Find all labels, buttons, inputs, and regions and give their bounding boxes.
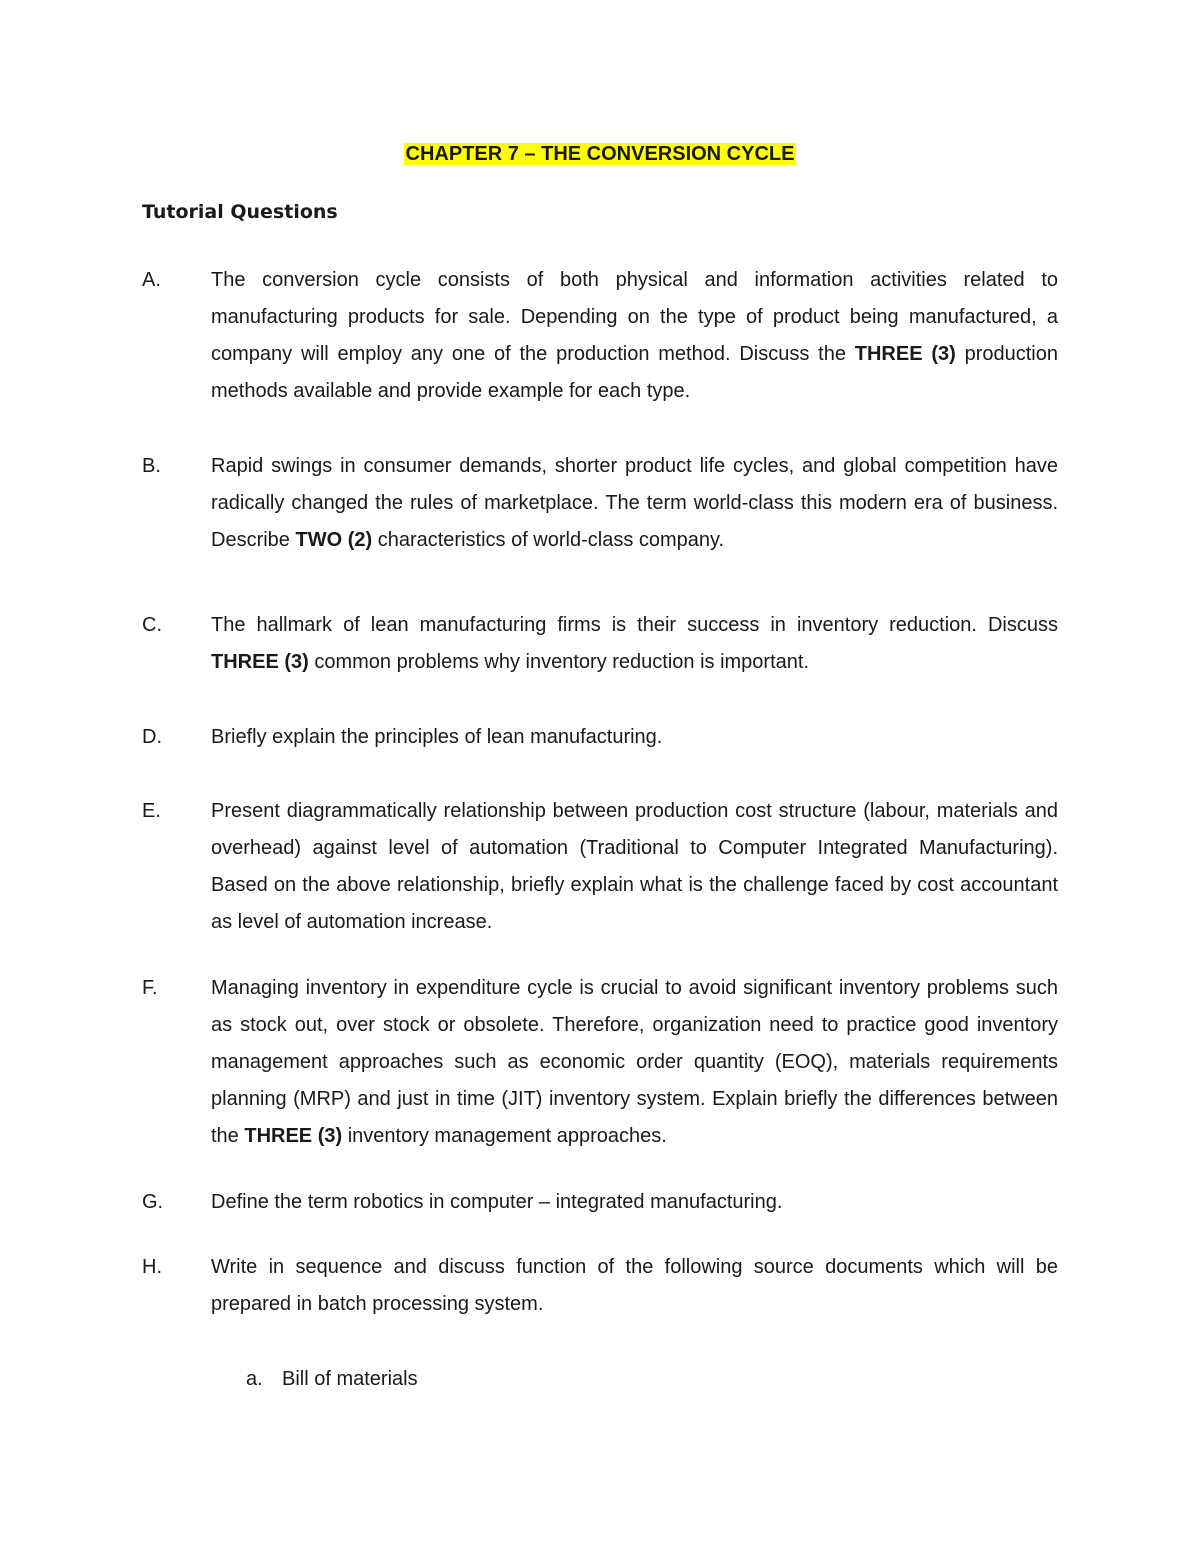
question-text-post: characteristics of world-class company. xyxy=(372,529,725,551)
question-f xyxy=(142,970,1058,1155)
question-text-pre: The hallmark of lean manufacturing firms is their success in inventory reduction. Discuss xyxy=(211,614,1058,636)
page-title xyxy=(0,140,1200,168)
question-d xyxy=(142,719,1058,756)
question-label: A. xyxy=(142,269,161,291)
question-text xyxy=(211,448,1058,559)
question-text-bold: THREE (3) xyxy=(211,651,309,673)
question-text-pre: Rapid swings in consumer demands, shorter product life cycles, and global competition have radically changed the rules of marketplace. The term world-class this modern era of business. Describe xyxy=(211,455,1058,551)
question-text xyxy=(211,607,1058,681)
page-title-highlight: CHAPTER 7 – THE CONVERSION CYCLE xyxy=(405,143,795,165)
question-label: G. xyxy=(142,1191,164,1213)
question-text xyxy=(211,262,1058,410)
question-text-post: production methods available and provide example for each type. xyxy=(211,343,1058,402)
question-text-pre: Present diagrammatically relationship between production cost structure (labour, materials and overhead) against level of automation (Traditional to Computer Integrated Manufacturing). Based on the above relationship, briefly explain what is the challenge faced by cost accountant as level of automation increase. xyxy=(211,800,1058,933)
question-h xyxy=(142,1249,1058,1323)
question-label: F. xyxy=(142,977,158,999)
question-text xyxy=(211,793,1058,941)
question-g xyxy=(142,1184,1058,1221)
question-text xyxy=(211,719,1058,756)
question-label: B. xyxy=(142,455,161,477)
question-text-pre: The conversion cycle consists of both physical and information activities related to manufacturing products for sale. Depending on the type of product being manufactured, a company will employ any one of the production method. Discuss the xyxy=(211,269,1058,365)
subitem-text: Bill of materials xyxy=(282,1368,418,1390)
question-label: D. xyxy=(142,726,162,748)
question-text-bold: TWO (2) xyxy=(295,529,373,551)
subitem-label: a. xyxy=(246,1368,263,1390)
question-c xyxy=(142,607,1058,681)
question-e xyxy=(142,793,1058,941)
question-text xyxy=(211,1184,1058,1221)
section-subtitle: Tutorial Questions xyxy=(142,201,338,223)
question-label: C. xyxy=(142,614,162,636)
question-text-bold: THREE (3) xyxy=(854,343,956,365)
question-text xyxy=(211,1249,1058,1323)
question-text-pre: Write in sequence and discuss function of the following source documents which will be prepared in batch processing system. xyxy=(211,1256,1058,1315)
question-b xyxy=(142,448,1058,559)
question-text xyxy=(211,970,1058,1155)
question-text-post: inventory management approaches. xyxy=(342,1125,667,1147)
question-label: H. xyxy=(142,1256,162,1278)
question-text-pre: Briefly explain the principles of lean manufacturing. xyxy=(211,726,663,748)
question-label: E. xyxy=(142,800,161,822)
question-text-pre: Managing inventory in expenditure cycle is crucial to avoid significant inventory problems such as stock out, over stock or obsolete. Therefore, organization need to practice good inventory management approaches such as economic order quantity (EOQ), materials requirements planning (MRP) and just in time (JIT) inventory system. Explain briefly the differences between the xyxy=(211,977,1058,1147)
question-text-post: common problems why inventory reduction is important. xyxy=(308,651,810,673)
question-text-pre: Define the term robotics in computer – integrated manufacturing. xyxy=(211,1191,783,1213)
subitem-a xyxy=(246,1361,418,1398)
question-text-bold: THREE (3) xyxy=(244,1125,343,1147)
question-a xyxy=(142,262,1058,410)
